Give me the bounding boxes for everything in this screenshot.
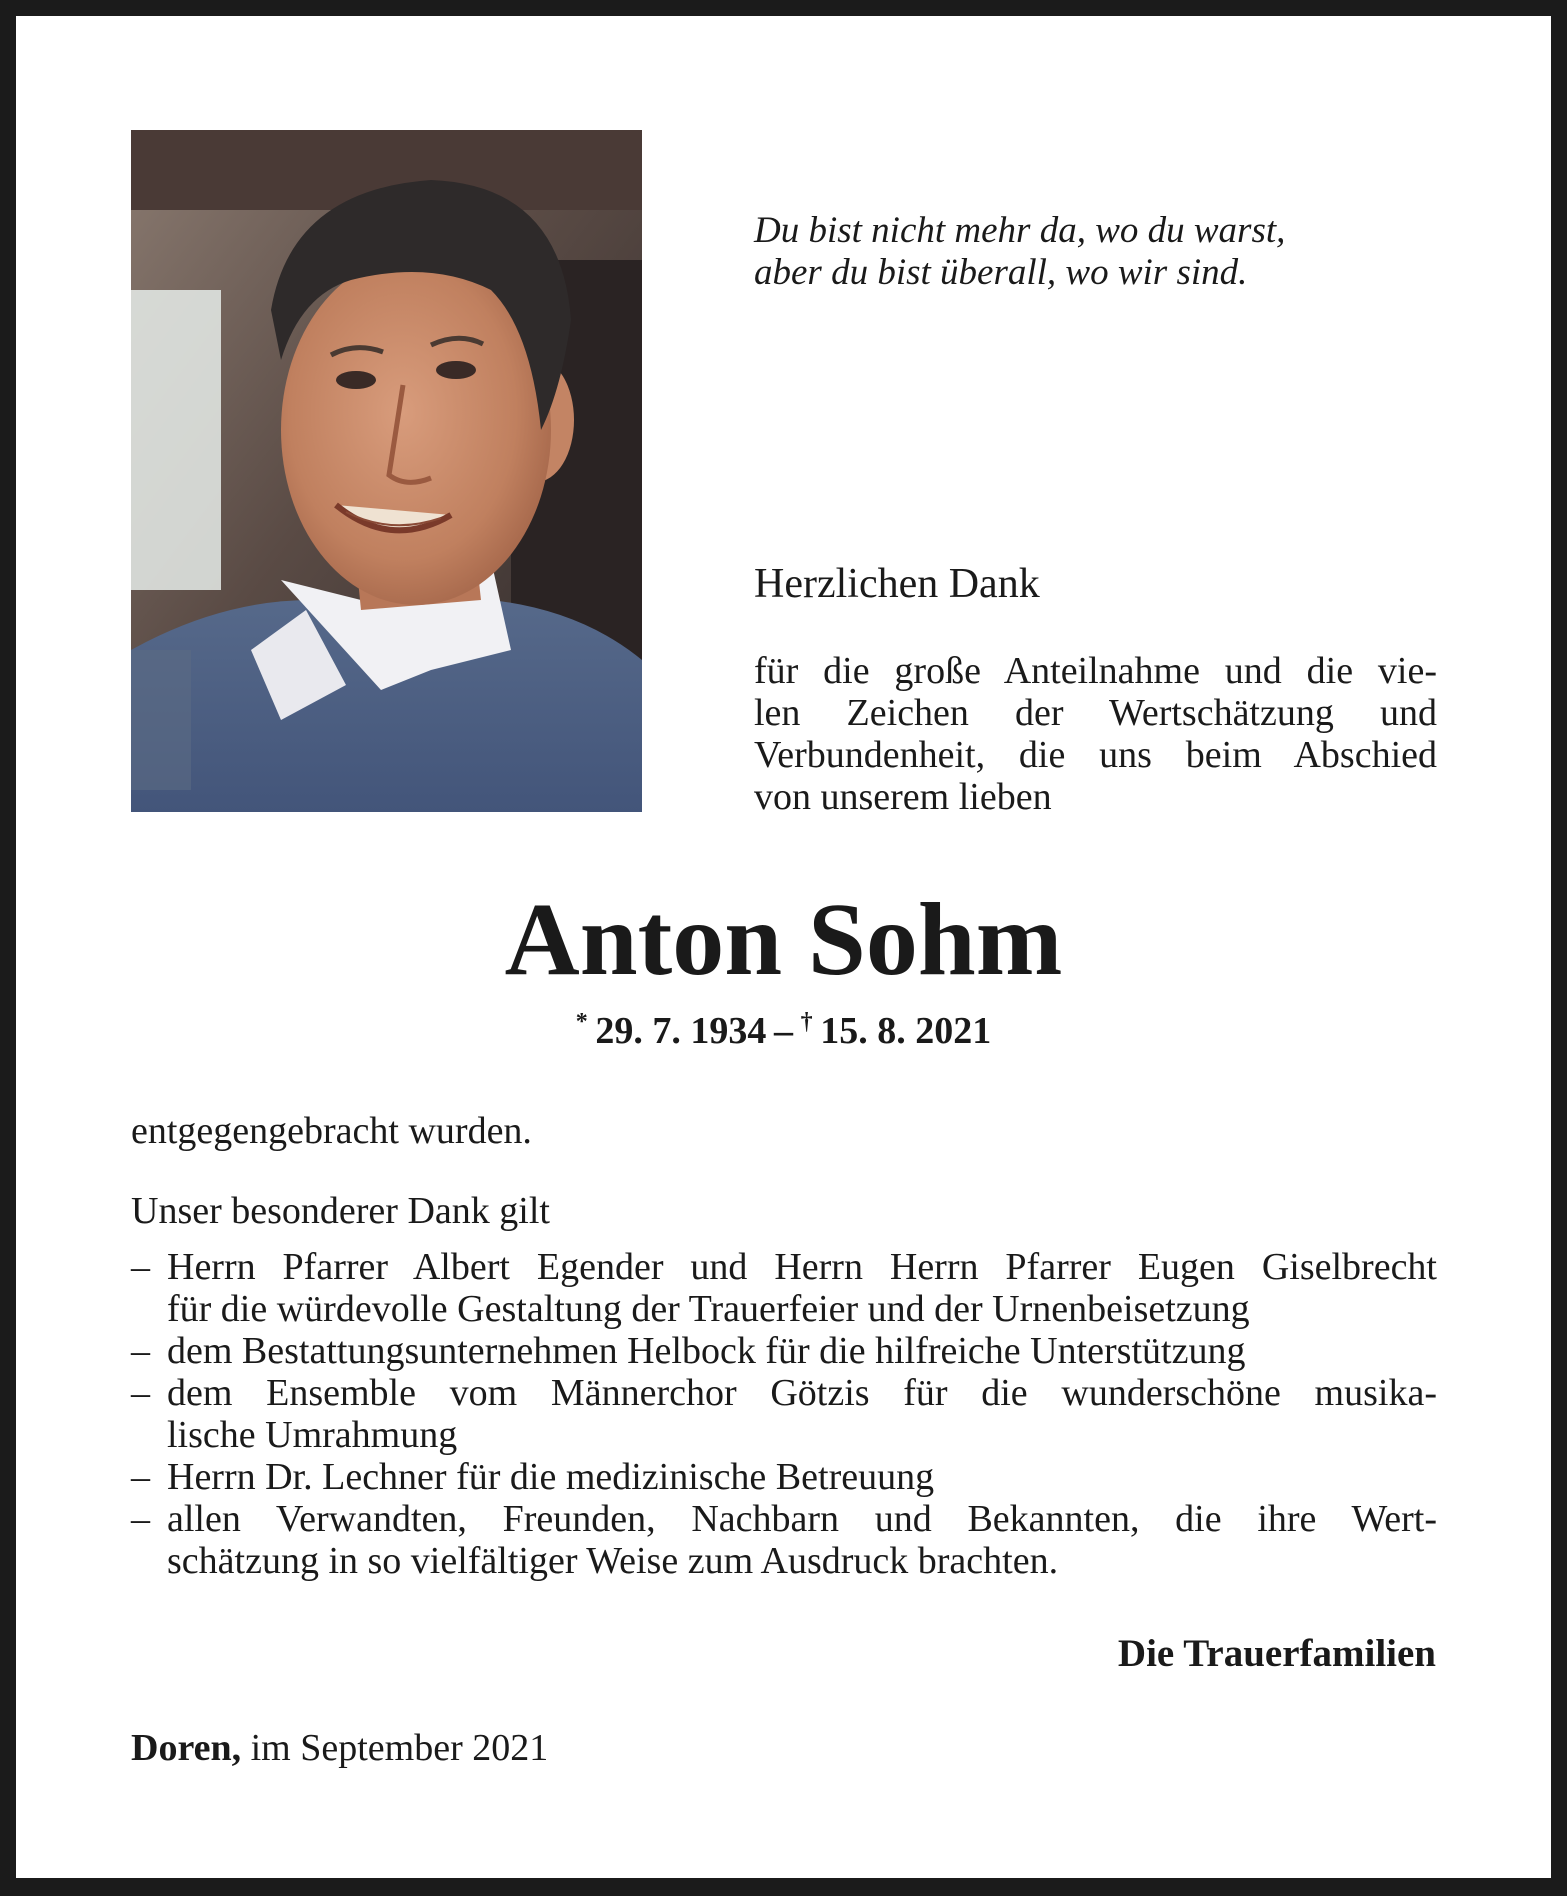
list-item-line: dem Bestattungsunternehmen Helbock für die hilfreiche Unterstützung xyxy=(167,1330,1246,1372)
list-item-line: allen Verwandten, Freunden, Nachbarn und Bekannten, die ihre Wert- xyxy=(167,1498,1437,1540)
special-thanks-list xyxy=(131,1246,1437,1582)
list-item xyxy=(131,1498,1437,1582)
signature: Die Trauerfamilien xyxy=(1117,1632,1436,1675)
place-date xyxy=(131,1726,548,1770)
list-item-line: Herrn Dr. Lechner für die medizinische Betreuung xyxy=(167,1456,935,1498)
thanks-line: von unserem lieben xyxy=(754,776,1052,818)
continuation-text: entgegengebracht wurden. xyxy=(131,1110,532,1152)
death-cross-symbol: † xyxy=(800,1009,813,1035)
deceased-name: Anton Sohm xyxy=(504,882,1063,997)
quote-line-2: aber du bist überall, wo wir sind. xyxy=(754,252,1248,293)
list-dash: – xyxy=(131,1246,150,1288)
list-item xyxy=(131,1246,1437,1330)
thanks-line: len Zeichen der Wertschätzung und xyxy=(754,692,1437,734)
memorial-quote xyxy=(754,210,1285,294)
list-item-line: dem Ensemble vom Männerchor Götzis für die wunderschöne musika- xyxy=(167,1372,1437,1414)
birth-date: 29. 7. 1934 xyxy=(595,1010,767,1052)
special-thanks-intro: Unser besonderer Dank gilt xyxy=(131,1190,550,1232)
birth-star-symbol: * xyxy=(575,1009,588,1035)
list-item-line: lische Umrahmung xyxy=(167,1414,458,1456)
list-item xyxy=(131,1456,1437,1498)
thanks-heading: Herzlichen Dank xyxy=(754,561,1040,607)
list-item-line: schätzung in so vielfältiger Weise zum Ausdruck brachten. xyxy=(167,1540,1059,1582)
date-separator: – xyxy=(774,1010,793,1052)
death-date: 15. 8. 2021 xyxy=(820,1010,992,1052)
list-item xyxy=(131,1372,1437,1456)
thanks-line: Verbundenheit, die uns beim Abschied xyxy=(754,734,1437,776)
life-dates xyxy=(0,1008,1567,1054)
list-item-line: Herrn Pfarrer Albert Egender und Herrn Herrn Pfarrer Eugen Giselbrecht xyxy=(167,1246,1437,1288)
list-item-line: für die würdevolle Gestaltung der Trauerfeier und der Urnenbeisetzung xyxy=(167,1288,1250,1330)
portrait-illustration xyxy=(131,130,642,812)
list-dash: – xyxy=(131,1456,150,1498)
place: Doren, xyxy=(131,1727,242,1769)
thanks-line: für die große Anteilnahme und die vie- xyxy=(754,650,1437,692)
date-text: im September 2021 xyxy=(250,1727,549,1769)
portrait-photo xyxy=(131,130,642,812)
list-dash: – xyxy=(131,1498,150,1540)
list-dash: – xyxy=(131,1372,150,1414)
list-item xyxy=(131,1330,1437,1372)
list-dash: – xyxy=(131,1330,150,1372)
thanks-body xyxy=(754,650,1437,818)
quote-line-1: Du bist nicht mehr da, wo du warst, xyxy=(754,210,1286,251)
